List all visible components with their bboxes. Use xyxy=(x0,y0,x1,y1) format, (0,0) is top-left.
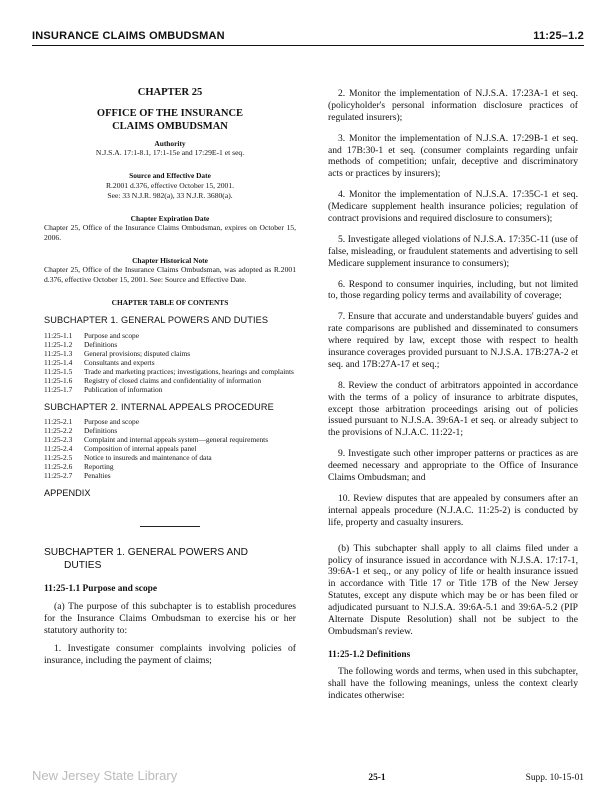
toc-item: 11:25-1.2 Definitions xyxy=(44,339,118,349)
section-divider xyxy=(140,526,200,527)
authority-text: N.J.S.A. 17:1-8.1, 17:1-15e and 17:29E-1 et seq. xyxy=(95,148,245,158)
toc-item: 11:25-2.3 Complaint and internal appeals system—general requirements xyxy=(44,435,269,445)
subchapter-1-heading xyxy=(44,547,296,573)
header-title: INSURANCE CLAIMS OMBUDSMAN xyxy=(32,30,225,42)
section-1-1-item-1: 1. Investigate consumer complaints involving policies of insurance, including the payment of claims; xyxy=(44,642,296,666)
toc-item: 11:25-1.1 Purpose and scope xyxy=(44,330,140,340)
expiration-heading: Chapter Expiration Date xyxy=(130,213,210,223)
subchapter-1-heading-line-1: SUBCHAPTER 1. GENERAL POWERS AND xyxy=(44,546,248,558)
history-text: Chapter 25, Office of the Insurance Claims Ombudsman, was adopted as R.2001 d.376, effective October 15, 2001. See: Source and Effective Date. xyxy=(44,265,296,285)
chapter-number: CHAPTER 25 xyxy=(137,87,203,98)
purpose-item-4: 4. Monitor the implementation of N.J.S.A. 17:35C-1 et seq. (Medicare supplement health insurance policies; regulation of contract provisions and required disclosure to consumers); xyxy=(328,189,578,225)
purpose-item-3: 3. Monitor the implementation of N.J.S.A. 17:29B-1 et seq. and 17B:30-1 et seq. (consumer complaints regarding unfair methods of competition; unfair, deceptive and discriminatory acts or practices by insurers); xyxy=(328,132,578,180)
source-heading: Source and Effective Date xyxy=(129,171,211,181)
chapter-title-line-2: CLAIMS OMBUDSMAN xyxy=(112,121,228,133)
toc-item: 11:25-1.7 Publication of information xyxy=(44,384,163,394)
expiration-text: Chapter 25, Office of the Insurance Claims Ombudsman, expires on October 15, 2006. xyxy=(44,222,296,242)
purpose-item-7: 7. Ensure that accurate and understandable buyers' guides and rate comparisons are published and disseminated to consumers where required by law, except those with respect to health insurance coverages provided pursuant to N.J.S.A. 17B:27A-2 et seq. and 17B:27A-17 et seq.; xyxy=(328,311,578,370)
toc-item: 11:25-1.6 Registry of closed claims and confidentiality of information xyxy=(44,375,262,385)
section-1-1-paragraph-a: (a) The purpose of this subchapter is to establish procedures for the Insurance Claims Ombudsman to exercise his or her statutory authority to: xyxy=(44,601,296,636)
running-header xyxy=(32,30,584,46)
toc-subchapter-1-list xyxy=(44,331,296,394)
toc-item: 11:25-2.6 Reporting xyxy=(44,462,114,472)
purpose-item-10: 10. Review disputes that are appealed by consumers after an internal appeals procedure (N.J.A.C. 11:25-2) is conducted by life, property and casualty insurers. xyxy=(328,492,578,528)
purpose-item-9: 9. Investigate such other improper patterns or practices as are deemed necessary and appropriate to the Office of Insurance Claims Ombudsman; and xyxy=(328,448,578,484)
header-section-number: 11:25–1.2 xyxy=(533,30,584,42)
toc-item: 11:25-2.5 Notice to insureds and maintenance of data xyxy=(44,453,212,463)
page-number: 25-1 xyxy=(368,773,386,783)
left-column xyxy=(44,60,296,673)
toc-item: 11:25-1.3 General provisions; disputed claims xyxy=(44,348,191,358)
source-line-1: R.2001 d.376, effective October 15, 2001. xyxy=(105,180,235,190)
toc-subchapter-2-list xyxy=(44,417,296,480)
page-footer xyxy=(32,768,584,783)
toc-item: 11:25-1.4 Consultants and experts xyxy=(44,357,155,367)
toc-item: 11:25-2.2 Definitions xyxy=(44,426,118,436)
source-line-2: See: 33 N.J.R. 982(a), 33 N.J.R. 3680(a). xyxy=(107,190,233,200)
toc-item: 11:25-1.5 Trade and marketing practices; investigations, hearings and complaints xyxy=(44,366,294,376)
right-column xyxy=(328,88,578,708)
library-watermark: New Jersey State Library xyxy=(32,768,178,783)
section-1-2-heading: 11:25-1.2 Definitions xyxy=(328,649,411,660)
section-1-2-text: The following words and terms, when used in this subchapter, shall have the following meanings, unless the context clearly indicates otherwise: xyxy=(328,666,578,702)
history-heading: Chapter Historical Note xyxy=(132,255,208,265)
toc-item: 11:25-2.7 Penalties xyxy=(44,471,111,481)
toc-item: 11:25-2.1 Purpose and scope xyxy=(44,417,140,427)
toc-subchapter-1: SUBCHAPTER 1. GENERAL POWERS AND DUTIES xyxy=(44,315,269,326)
authority-heading: Authority xyxy=(154,139,186,149)
purpose-item-5: 5. Investigate alleged violations of N.J.S.A. 17:35C-11 (use of false, misleading, or fraudulent statements and advertising to sell Medicare supplement insurance to consumers); xyxy=(328,233,578,269)
toc-heading: CHAPTER TABLE OF CONTENTS xyxy=(111,298,229,308)
toc-subchapter-2: SUBCHAPTER 2. INTERNAL APPEALS PROCEDURE xyxy=(44,401,274,412)
purpose-item-6: 6. Respond to consumer inquiries, including, but not limited to, those regarding policy terms and availability of coverage; xyxy=(328,278,578,302)
subchapter-1-heading-line-2: DUTIES xyxy=(64,559,102,571)
toc-item: 11:25-2.4 Composition of internal appeals panel xyxy=(44,444,197,454)
chapter-title-line-1: OFFICE OF THE INSURANCE xyxy=(96,108,244,120)
purpose-item-2: 2. Monitor the implementation of N.J.S.A. 17:23A-1 et seq. (policyholder's personal information disclosure practices of regulated insurers); xyxy=(328,88,578,123)
supplement-date: Supp. 10-15-01 xyxy=(525,773,584,783)
chapter-title xyxy=(44,107,296,133)
section-1-1-heading: 11:25-1.1 Purpose and scope xyxy=(44,584,158,595)
purpose-item-8: 8. Review the conduct of arbitrators appointed in accordance with the terms of a policy of insurance to arbitrate disputes, except those arbitration proceedings arising out of policies issued pursuant to N.J.S.A. 39:6A-1 et seq. or already subject to the provisions of N.J.A.C. 11:22-1; xyxy=(328,379,578,439)
scope-paragraph-b: (b) This subchapter shall apply to all claims filed under a policy of insurance issued in accordance with N.J.S.A. 17:17-1, 39:6A-1 et seq., or any policy of life or health insurance issued in accordance with Title 17 or Title 17B of the New Jersey Statutes, except any dispute which may be or has been filed or adjudicated pursuant to N.J.S.A. 39:6A-5.1 and 39:6A-5.2 (PIP Alternate Dispute Resolution) shall not be subject to the Ombudsman's review. xyxy=(328,542,578,637)
toc-appendix: APPENDIX xyxy=(44,488,91,499)
